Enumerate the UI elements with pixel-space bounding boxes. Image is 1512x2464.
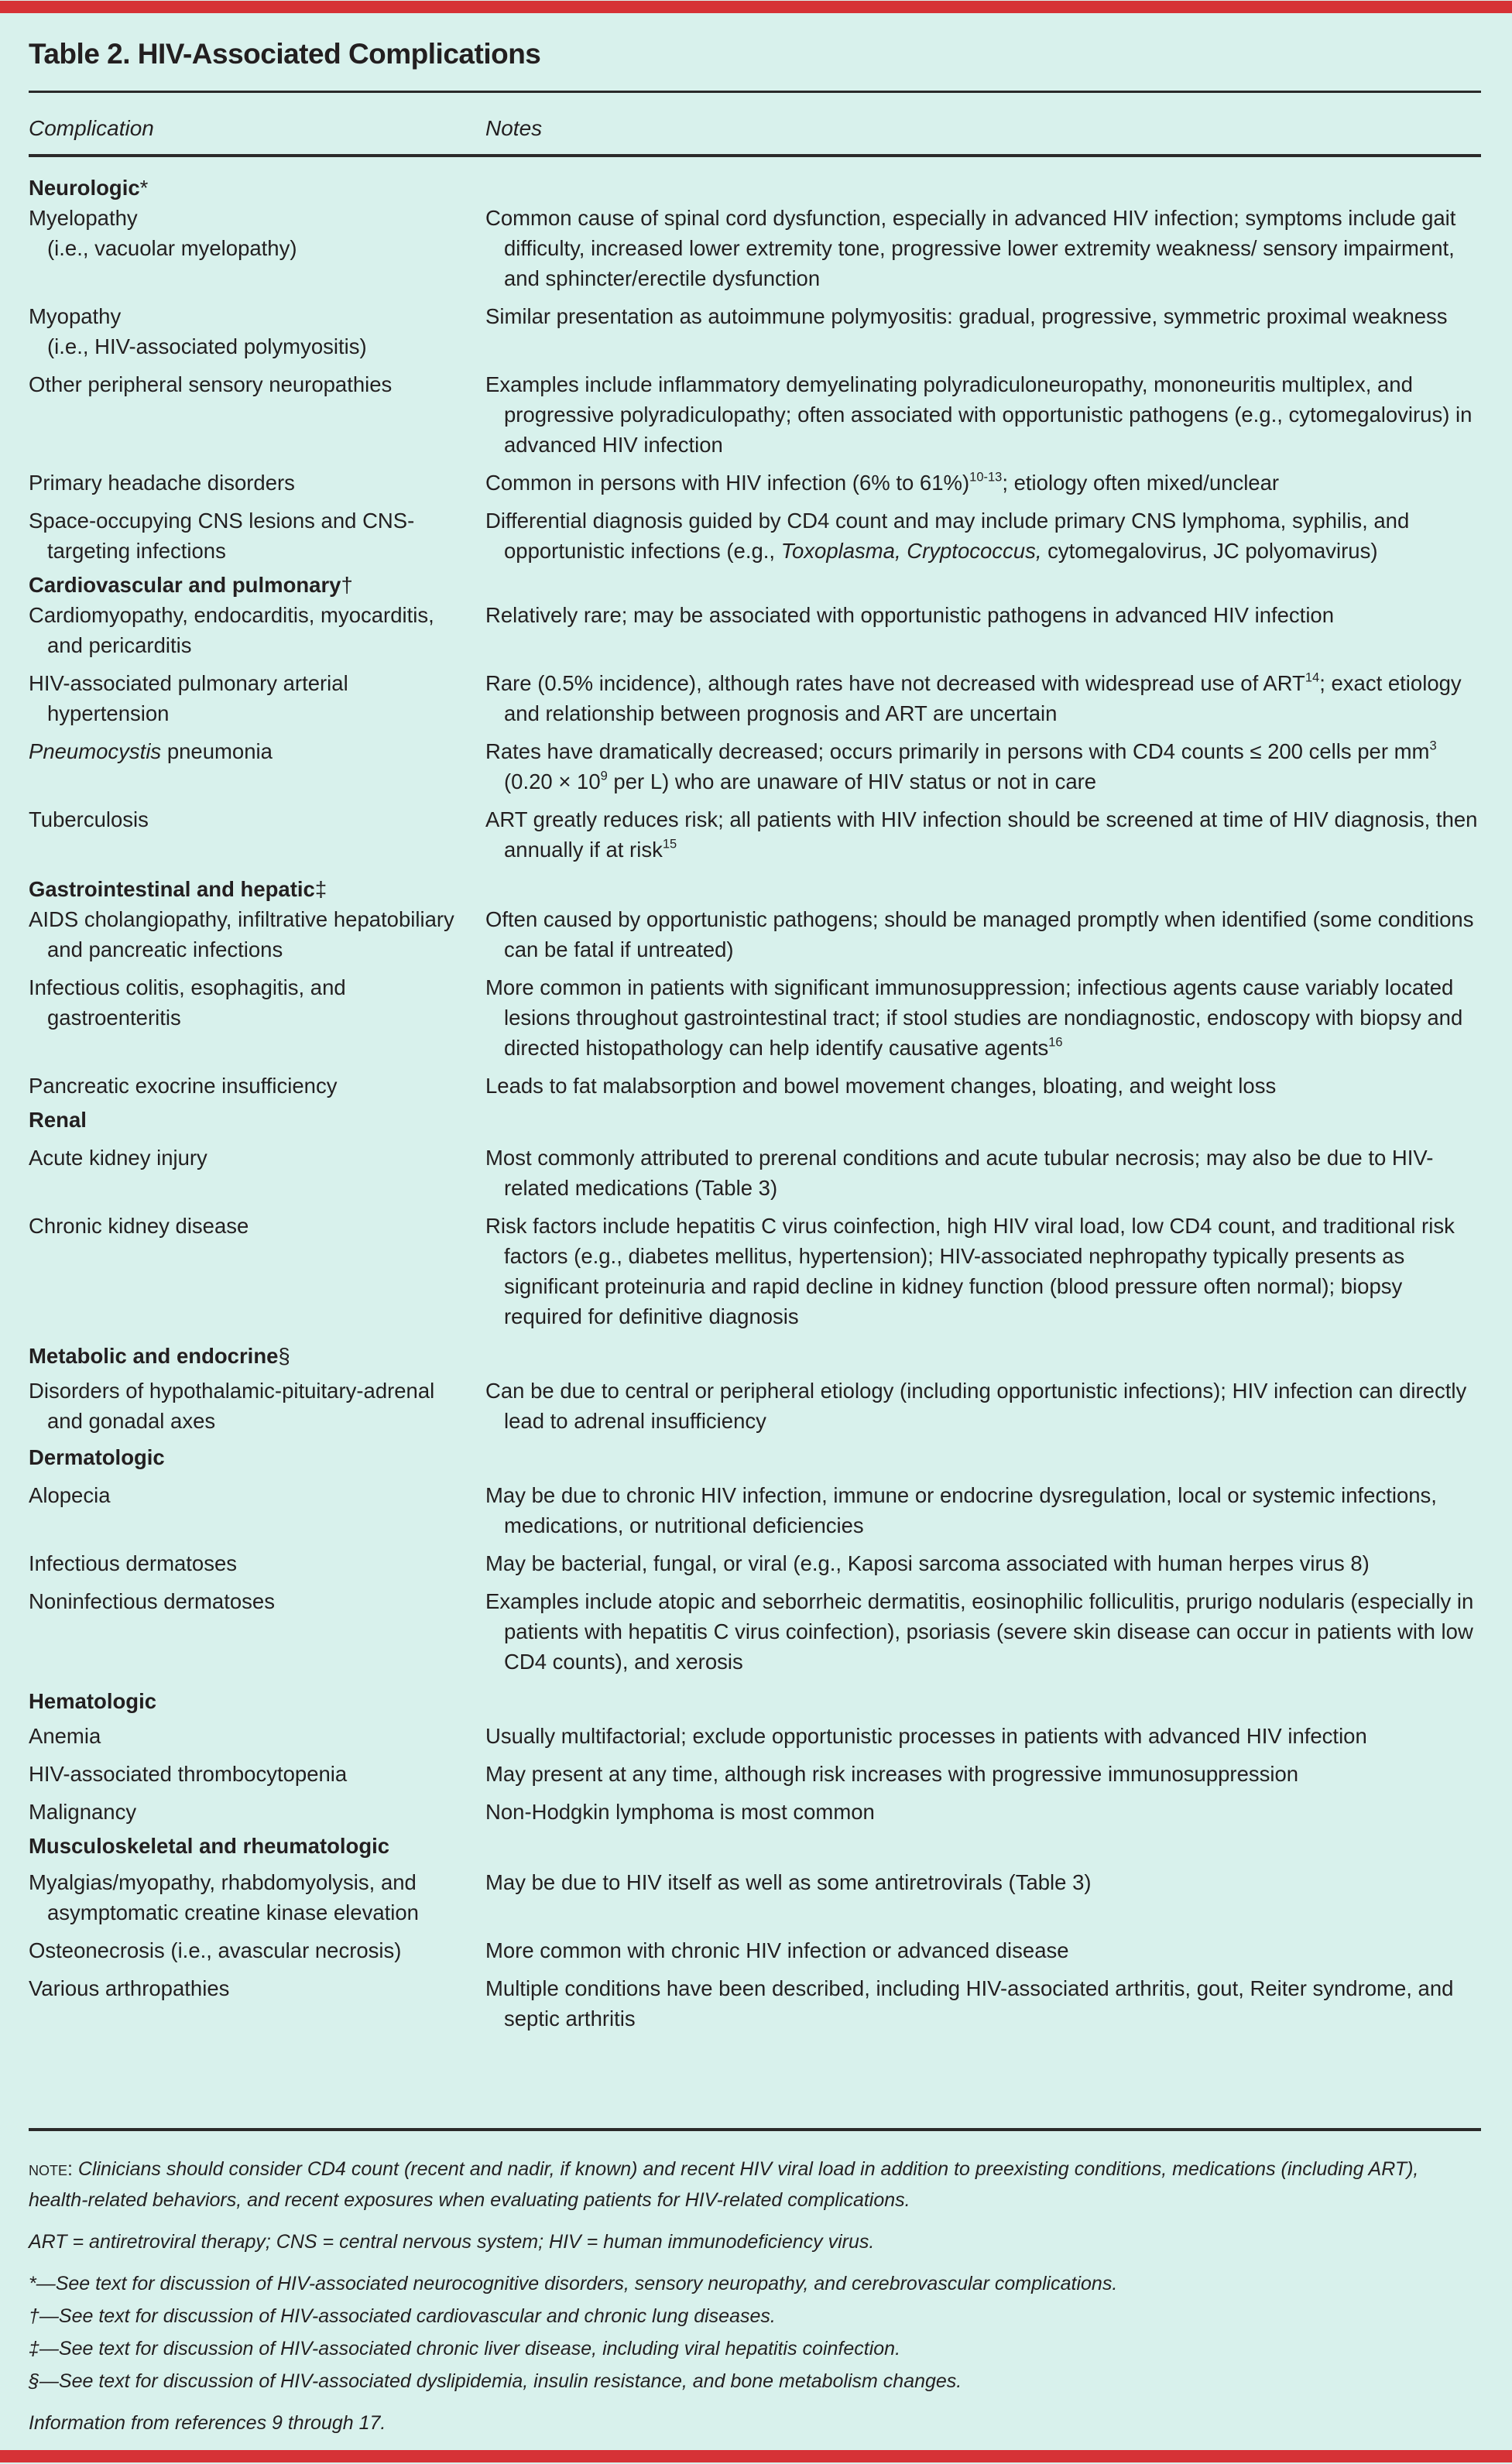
section-heading-text: Musculoskeletal and rheumatologic [29,1834,390,1858]
table-row [29,468,1481,498]
note-label: note: [29,2158,73,2180]
footer-abbreviations: ART = antiretroviral therapy; CNS = central nervous system; HIV = human immunodeficiency virus. [29,2231,875,2253]
bottom-accent-bar [0,2450,1512,2462]
table-row [29,1211,1481,1331]
footnote-neurologic: *—See text for discussion of HIV-associated neurocognitive disorders, sensory neuropathy, and cerebrovascular complications. [29,2273,1118,2294]
notes-text: ; etiology often mixed/unclear [1002,471,1280,495]
notes-cell [485,736,1481,797]
complication-cell: HIV-associated thrombocytopenia [29,1762,348,1786]
section-heading-dermatologic [29,1442,1481,1472]
table-row [29,369,1481,460]
notes-cell: Usually multifactorial; exclude opportunistic processes in patients with advanced HIV infection [485,1724,1367,1748]
table-row [29,668,1481,728]
reference-superscript: 10-13 [969,470,1003,485]
superscript: 3 [1429,739,1437,753]
notes-cell [485,972,1481,1063]
table-row [29,1721,1481,1751]
complication-cell: Chronic kidney disease [29,1214,249,1238]
complication-cell: Other peripheral sensory neuropathies [29,372,393,396]
notes-cell: Can be due to central or peripheral etiology (including opportunistic infections); HIV infection can directly lead to adrenal insufficiency [485,1379,1467,1433]
section-heading-text: Gastrointestinal and hepatic [29,877,315,901]
complication-cell: Infectious dermatoses [29,1551,238,1575]
footnote-cardiovascular: †—See text for discussion of HIV-associated cardiovascular and chronic lung diseases. [29,2305,776,2327]
complication-cell [29,301,467,362]
footnote-mark: * [139,176,149,200]
notes-cell: Examples include atopic and seborrheic dermatitis, eosinophilic folliculitis, prurigo nodularis (especially in patients with hepatitis C virus coinfection), psoriasis (severe skin disease can occur in patients with low CD4 counts), and xerosis [485,1589,1474,1674]
complication-cell: Osteonecrosis (i.e., avascular necrosis) [29,1938,402,1962]
notes-cell [485,468,1481,498]
organism-name: Cryptococcus, [907,539,1042,563]
notes-cell: May present at any time, although risk increases with progressive immunosuppression [485,1762,1299,1786]
table-row [29,301,1481,362]
complication-cell: Tuberculosis [29,807,149,831]
notes-cell: May be due to chronic HIV infection, immune or endocrine dysregulation, local or systemic infections, medications, or nutritional deficiencies [485,1483,1437,1537]
reference-superscript: 15 [662,837,677,852]
notes-cell: Examples include inflammatory demyelinating polyradiculoneuropathy, mononeuritis multiplex, and progressive polyradiculopathy; often associated with opportunistic pathogens (e.g., cytomegalovirus) in advanced HIV infection [485,372,1473,457]
note-text: Clinicians should consider CD4 count (recent and nadir, if known) and recent HIV viral load in addition to preexisting conditions, medications (including ART), health-related behaviors, and recent exposures when evaluating patients for HIV-related complications. [29,2158,1419,2211]
complication-cell: Anemia [29,1724,101,1748]
table-row [29,736,1481,797]
table-row [29,1797,1481,1827]
notes-text: Common in persons with HIV infection (6% to 61%) [485,471,970,495]
organism-name: Pneumocystis [29,739,162,763]
notes-text: Rates have dramatically decreased; occurs primarily in persons with CD4 counts ≤ 200 cells per mm [485,739,1430,763]
table-row [29,203,1481,293]
table-row [29,804,1481,865]
reference-superscript: 14 [1305,670,1320,685]
header-rule [29,154,1481,157]
notes-cell: Multiple conditions have been described, including HIV-associated arthritis, gout, Reiter syndrome, and septic arthritis [485,1976,1454,2030]
complication-cell: Primary headache disorders [29,471,295,495]
table-row [29,1071,1481,1101]
notes-cell: Non-Hodgkin lymphoma is most common [485,1800,875,1824]
notes-cell: Leads to fat malabsorption and bowel movement changes, bloating, and weight loss [485,1074,1277,1098]
section-heading-musculoskeletal [29,1831,1481,1861]
notes-text: (0.20 × 10 [504,769,601,793]
complication-cell: Disorders of hypothalamic-pituitary-adrenal and gonadal axes [29,1379,435,1433]
notes-cell: May be bacterial, fungal, or viral (e.g., Kaposi sarcoma associated with human herpes virus 8) [485,1551,1370,1575]
complication-cell: HIV-associated pulmonary arterial hypertension [29,671,348,725]
footnote-mark: ‡ [314,877,327,901]
section-heading-text: Renal [29,1108,87,1132]
table-row [29,1376,1481,1436]
complication-cell: Acute kidney injury [29,1146,207,1170]
table-row [29,1586,1481,1677]
section-heading-text: Dermatologic [29,1445,165,1469]
notes-text: ART greatly reduces risk; all patients with HIV infection should be screened at time of HIV diagnosis, then annually if at risk [485,807,1478,862]
column-header-complication: Complication [29,116,154,140]
complication-cell: Alopecia [29,1483,111,1507]
section-heading-renal [29,1105,1481,1135]
complication-cell: AIDS cholangiopathy, infiltrative hepatobiliary and pancreatic infections [29,907,454,961]
notes-cell: Similar presentation as autoimmune polymyositis: gradual, progressive, symmetric proximal weakness [485,304,1448,328]
notes-cell [485,668,1481,728]
complication-cell [29,203,467,293]
footnote-gastrointestinal: ‡—See text for discussion of HIV-associated chronic liver disease, including viral hepatitis coinfection. [29,2338,901,2359]
table-footer [29,2154,1481,2449]
complication-cell: Space-occupying CNS lesions and CNS-targeting infections [29,509,415,563]
section-heading-hematologic [29,1686,1481,1716]
table-row [29,1759,1481,1789]
table-row [29,904,1481,965]
complication-cell: Pancreatic exocrine insufficiency [29,1074,338,1098]
section-heading-text: Neurologic [29,176,140,200]
table-row [29,1935,1481,1965]
complication-text: Myelopathy [29,206,138,230]
table-row [29,600,1481,660]
complication-subtext: (i.e., HIV-associated polymyositis) [47,334,367,358]
section-heading-text: Hematologic [29,1689,157,1713]
table-body [29,169,1481,2034]
footnote-metabolic: §—See text for discussion of HIV-associated dyslipidemia, insulin resistance, and bone metabolism changes. [29,2370,962,2392]
table-row [29,505,1481,566]
notes-cell: Most commonly attributed to prerenal conditions and acute tubular necrosis; may also be due to HIV-related medications (Table 3) [485,1146,1434,1200]
reference-superscript: 16 [1048,1035,1063,1050]
section-heading-neurologic [29,173,1481,203]
notes-cell [485,804,1481,865]
complication-cell: Malignancy [29,1800,137,1824]
notes-text: More common in patients with significant immunosuppression; infectious agents cause variably located lesions throughout gastrointestinal tract; if stool studies are nondiagnostic, endoscopy with biopsy and directed histopathology can help identify causative agents [485,975,1463,1060]
table-row [29,972,1481,1063]
notes-cell: May be due to HIV itself as well as some antiretrovirals (Table 3) [485,1870,1092,1894]
notes-text: Rare (0.5% incidence), although rates have not decreased with widespread use of ART [485,671,1305,695]
footer-note [29,2154,1481,2216]
title-rule [29,91,1481,93]
notes-cell: Common cause of spinal cord dysfunction, especially in advanced HIV infection; symptoms include gait difficulty, increased lower extremity tone, progressive lower extremity weakness/ sensory impairment, and sphincter/erectile dysfunction [485,206,1456,290]
footer-source: Information from references 9 through 17. [29,2412,386,2434]
section-heading-text: Cardiovascular and pulmonary [29,573,341,597]
notes-cell: Risk factors include hepatitis C virus coinfection, high HIV viral load, low CD4 count, and traditional risk factors (e.g., diabetes mellitus, hypertension); HIV-associated nephropathy typically presents as significant proteinuria and rapid decline in kidney function (blood pressure often normal); biopsy required for definitive diagnosis [485,1214,1455,1328]
table-row [29,1480,1481,1540]
complication-text: Myopathy [29,304,122,328]
footnote-mark: † [341,573,353,597]
complication-text: pneumonia [161,739,273,763]
table-row [29,1548,1481,1578]
complication-cell: Noninfectious dermatoses [29,1589,275,1613]
notes-text: ; exact etiology and relationship between prognosis and ART are uncertain [504,671,1462,725]
notes-text: per L) who are unaware of HIV status or not in care [607,769,1097,793]
table-bottom-rule [29,2128,1481,2131]
section-heading-cardiovascular [29,570,1481,600]
table-row [29,1973,1481,2034]
complication-cell: Various arthropathies [29,1976,230,2000]
superscript: 9 [600,769,608,783]
notes-text: Differential diagnosis guided by CD4 count and may include primary CNS lymphoma, syphilis, and opportunistic infections (e.g., [485,509,1410,563]
complication-cell: Myalgias/myopathy, rhabdomyolysis, and asymptomatic creatine kinase elevation [29,1870,419,1924]
complication-subtext: (i.e., vacuolar myelopathy) [47,236,297,260]
column-header-notes: Notes [485,116,543,140]
table-title: Table 2. HIV-Associated Complications [29,38,541,70]
footnote-mark: § [278,1344,290,1368]
table-row [29,1143,1481,1203]
notes-cell: Often caused by opportunistic pathogens; should be managed promptly when identified (some conditions can be fatal if untreated) [485,907,1474,961]
section-heading-gastrointestinal [29,874,1481,904]
section-heading-text: Metabolic and endocrine [29,1344,279,1368]
complication-cell: Infectious colitis, esophagitis, and gastroenteritis [29,975,346,1030]
top-accent-bar [0,1,1512,13]
complication-cell: Cardiomyopathy, endocarditis, myocarditis, and pericarditis [29,603,434,657]
organism-name: Toxoplasma, [780,539,901,563]
notes-cell: Relatively rare; may be associated with opportunistic pathogens in advanced HIV infection [485,603,1335,627]
complication-cell [29,736,467,797]
notes-text: cytomegalovirus, JC polyomavirus) [1041,539,1378,563]
notes-cell [485,505,1481,566]
notes-cell: More common with chronic HIV infection or advanced disease [485,1938,1069,1962]
section-heading-metabolic [29,1341,1481,1371]
table-row [29,1867,1481,1928]
